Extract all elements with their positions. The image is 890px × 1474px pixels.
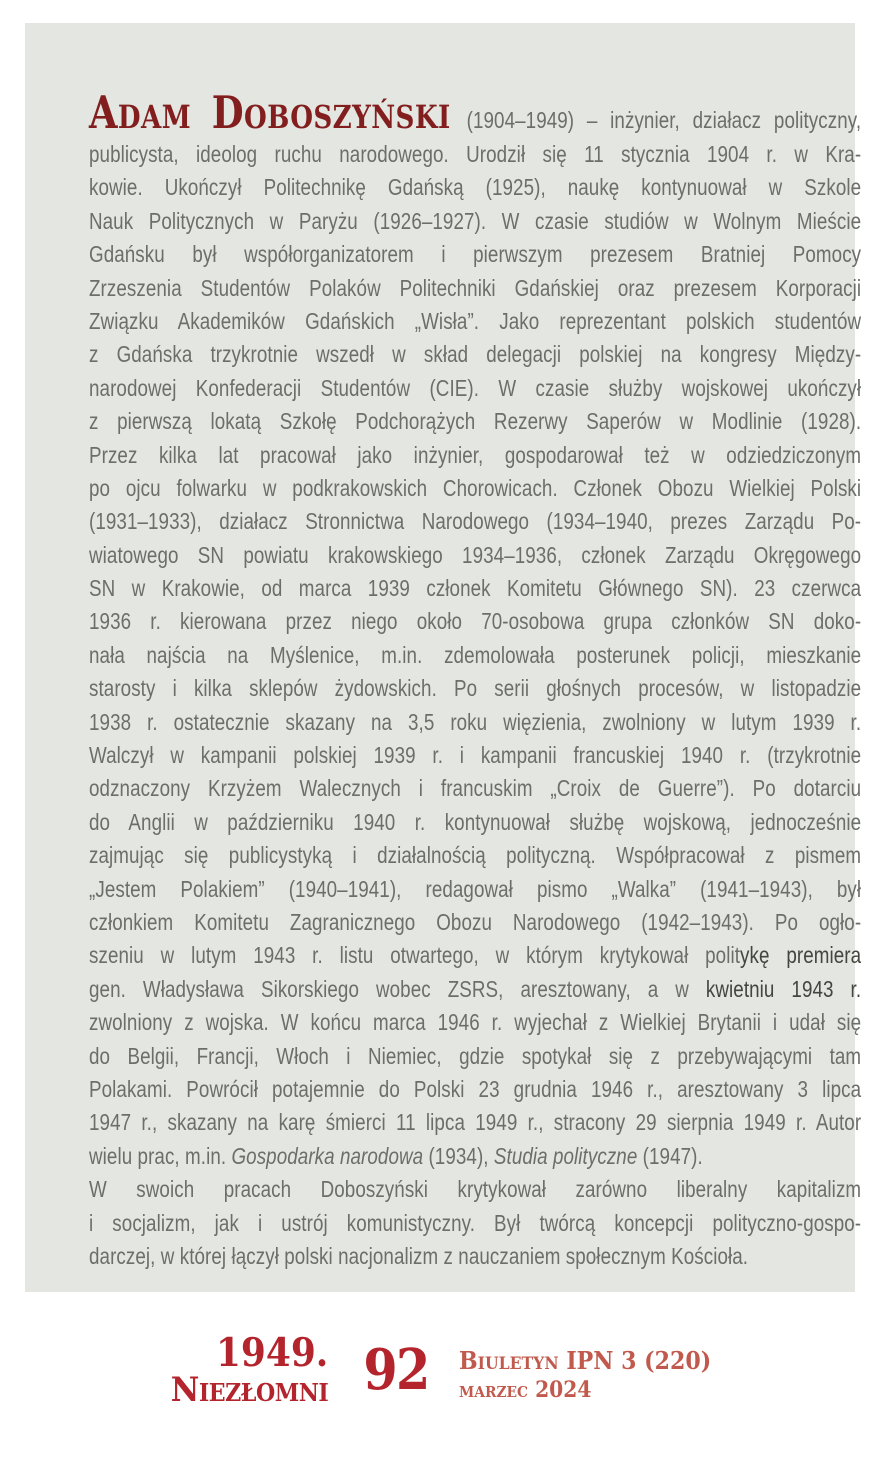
series-name: Niezłomni bbox=[171, 1370, 329, 1410]
text-line bbox=[89, 1106, 861, 1139]
text-segment: z Gdańska trzykrotnie wszedł w skład delegacji polskiej na kongresy Między- bbox=[89, 341, 862, 368]
text-line bbox=[89, 739, 861, 772]
text-line bbox=[89, 88, 861, 137]
text-line bbox=[89, 1173, 861, 1206]
page-number: 92 bbox=[363, 1337, 429, 1403]
text-line bbox=[89, 1040, 861, 1073]
article-title: Adam Doboszyński bbox=[89, 86, 451, 139]
text-line bbox=[89, 939, 861, 972]
text-line bbox=[89, 1207, 861, 1240]
text-segment: Gdańsku był współorganizatorem i pierwszym prezesem Bratniej Pomocy bbox=[89, 241, 862, 268]
text-segment: (1934), bbox=[423, 1142, 494, 1169]
text-segment: zwolniony z wojska. W końcu marca 1946 r. wyjechał z Wielkiej Brytanii i udał się bbox=[89, 1009, 862, 1036]
text-segment: gen. Władysława Sikorskiego wobec ZSRS, aresztowany, a w bbox=[89, 975, 706, 1002]
journal-date: marzec 2024 bbox=[458, 1377, 591, 1403]
text-line bbox=[89, 1073, 861, 1106]
text-line bbox=[89, 906, 861, 939]
text-line bbox=[89, 839, 861, 872]
article-text bbox=[89, 88, 861, 1273]
text-segment: do Belgii, Francji, Włoch i Niemiec, gdzie spotykał się z przebywającymi tam bbox=[89, 1042, 862, 1069]
text-segment: wielu prac, m.in. bbox=[89, 1142, 232, 1169]
text-segment: starosty i kilka sklepów żydowskich. Po serii głośnych procesów, w listopadzie bbox=[89, 675, 862, 702]
text-segment: Nauk Politycznych w Paryżu (1926–1927). W czasie studiów w Wolnym Mieście bbox=[89, 207, 862, 234]
text-line bbox=[89, 973, 861, 1006]
text-segment: (1904–1949) – inżynier, działacz polityczny, bbox=[453, 107, 862, 133]
text-segment: W swoich pracach Doboszyński krytykował zarówno liberalny kapitalizm bbox=[89, 1176, 862, 1203]
text-segment: 1938 r. ostatecznie skazany na 3,5 roku więzienia, zwolniony w lutym 1939 r. bbox=[89, 708, 862, 735]
text-segment: kowie. Ukończył Politechnikę Gdańską (1925), naukę kontynuował w Szkole bbox=[89, 174, 862, 201]
text-segment: odznaczony Krzyżem Walecznych i francuskim „Croix de Guerre”). Po dotarciu bbox=[89, 775, 862, 802]
text-segment: Gospodarka narodowa bbox=[231, 1142, 424, 1169]
text-segment: zajmując się publicystyką i działalnością polityczną. Współpracował z pismem bbox=[89, 842, 862, 869]
text-line bbox=[89, 772, 861, 805]
text-segment: szeniu w lutym 1943 r. listu otwartego, w którym krytykował polit bbox=[89, 942, 741, 969]
text-line bbox=[89, 539, 861, 572]
text-segment: do Anglii w październiku 1940 r. kontynuował służbę wojskową, jednocześnie bbox=[89, 808, 862, 835]
text-line bbox=[89, 472, 861, 505]
text-line bbox=[89, 205, 861, 238]
text-segment: 1947 r., skazany na karę śmierci 11 lipca 1949 r., stracony 29 sierpnia 1949 r. Autor bbox=[89, 1109, 862, 1136]
text-segment: (1931–1933), działacz Stronnictwa Narodowego (1934–1940, prezes Zarządu Po- bbox=[89, 508, 862, 535]
text-line bbox=[89, 439, 861, 472]
text-segment: członkiem Komitetu Zagranicznego Obozu Narodowego (1942–1943). Po ogło- bbox=[89, 908, 862, 935]
text-line bbox=[89, 873, 861, 906]
text-line bbox=[89, 372, 861, 405]
text-segment: Związku Akademików Gdańskich „Wisła”. Jako reprezentant polskich studentów bbox=[89, 307, 862, 334]
text-line bbox=[89, 505, 861, 538]
text-segment: 1936 r. kierowana przez niego około 70-osobowa grupa członków SN doko- bbox=[89, 608, 862, 635]
text-segment: po ojcu folwarku w podkrakowskich Chorowicach. Członek Obozu Wielkiej Polski bbox=[89, 474, 862, 501]
text-line bbox=[89, 138, 861, 171]
text-line bbox=[89, 672, 861, 705]
text-segment: Polakami. Powrócił potajemnie do Polski 23 grudnia 1946 r., aresztowany 3 lipca bbox=[89, 1075, 862, 1102]
text-line bbox=[89, 605, 861, 638]
text-segment: Zrzeszenia Studentów Polaków Politechniki Gdańskiej oraz prezesem Korporacji bbox=[89, 274, 862, 301]
text-line bbox=[89, 405, 861, 438]
journal-info bbox=[459, 1346, 711, 1404]
text-segment: publicysta, ideolog ruchu narodowego. Urodził się 11 stycznia 1904 r. w Kra- bbox=[89, 141, 862, 167]
series-title bbox=[171, 1328, 329, 1408]
text-line bbox=[89, 238, 861, 271]
journal-issue: Biuletyn IPN 3 (220) bbox=[458, 1346, 711, 1375]
text-line bbox=[89, 572, 861, 605]
text-line bbox=[89, 1240, 861, 1273]
text-line bbox=[89, 272, 861, 305]
text-segment: narodowej Konfederacji Studentów (CIE). W czasie służby wojskowej ukończył bbox=[89, 374, 862, 401]
text-line bbox=[89, 639, 861, 672]
text-line bbox=[89, 305, 861, 338]
series-year: 1949. bbox=[216, 1330, 329, 1376]
text-segment: Przez kilka lat pracował jako inżynier, gospodarował też w odziedziczonym bbox=[89, 441, 862, 468]
text-line bbox=[89, 171, 861, 204]
text-line bbox=[89, 1140, 861, 1173]
text-line bbox=[89, 338, 861, 371]
text-segment: (1947). bbox=[637, 1142, 703, 1169]
page-footer bbox=[0, 1328, 890, 1408]
text-segment: „Jestem Polakiem” (1940–1941), redagował pismo „Walka” (1941–1943), był bbox=[89, 875, 862, 902]
text-segment: nała najścia na Myślenice, m.in. zdemolowała posterunek policji, mieszkanie bbox=[89, 641, 862, 668]
text-line bbox=[89, 1006, 861, 1039]
text-segment: wiatowego SN powiatu krakowskiego 1934–1936, członek Zarządu Okręgowego bbox=[89, 541, 862, 568]
text-segment: Studia polityczne bbox=[493, 1142, 638, 1169]
article-panel bbox=[25, 23, 862, 1292]
text-line bbox=[89, 806, 861, 839]
text-segment: kwietniu 1943 r. bbox=[705, 975, 862, 1002]
text-segment: darczej, w której łączył polski nacjonalizm z nauczaniem społecznym Kościoła. bbox=[89, 1242, 749, 1269]
text-segment: SN w Krakowie, od marca 1939 członek Komitetu Głównego SN). 23 czerwca bbox=[89, 575, 862, 602]
text-segment: i socjalizm, jak i ustrój komunistyczny. Był twórcą koncepcji polityczno-gospo- bbox=[89, 1209, 862, 1236]
text-segment: Walczył w kampanii polskiej 1939 r. i kampanii francuskiej 1940 r. (trzykrotnie bbox=[89, 742, 862, 769]
text-segment: ykę premiera bbox=[740, 942, 862, 969]
text-segment: z pierwszą lokatą Szkołę Podchorążych Rezerwy Saperów w Modlinie (1928). bbox=[89, 408, 862, 435]
text-line bbox=[89, 706, 861, 739]
